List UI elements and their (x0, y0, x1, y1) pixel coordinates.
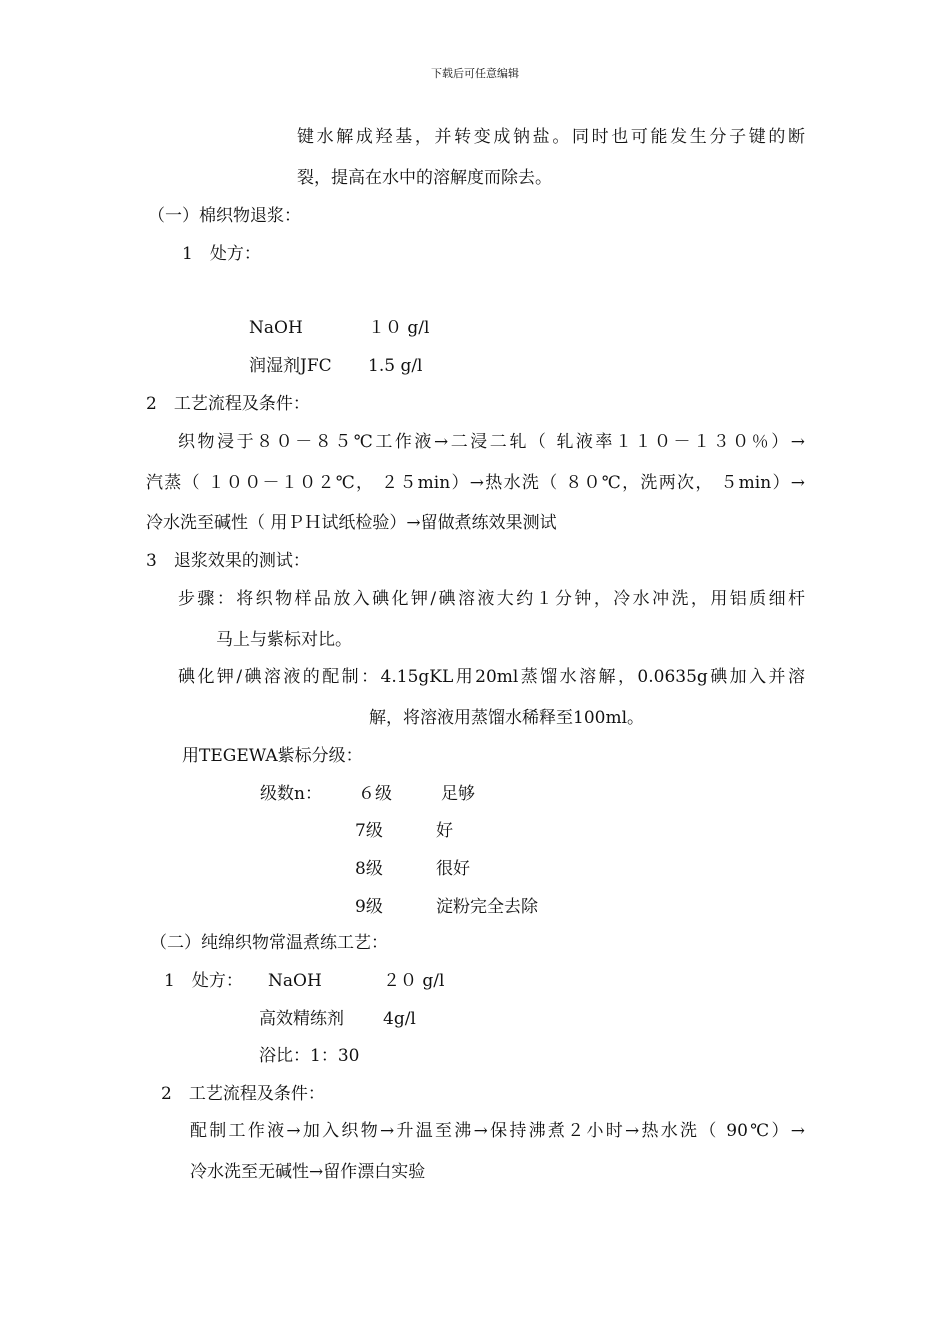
intro-line-1: 键水解成羟基，并转变成钠盐。同时也可能发生分子键的断 (297, 127, 805, 147)
test-prep-line-2: 解，将溶液用蒸馏水稀释至100ml。 (369, 708, 645, 728)
test-step-line-2: 马上与紫标对比。 (216, 630, 352, 650)
process-1-heading: 2 工艺流程及条件： (146, 394, 310, 414)
section-2-title: （二）纯绵织物常温煮练工艺： (150, 933, 388, 953)
grade-desc-2: 好 (436, 821, 453, 841)
grade-desc-4: 淀粉完全去除 (436, 897, 538, 917)
grade-level-4: 9级 (355, 897, 383, 917)
test-prep-line-1: 碘化钾/碘溶液的配制：4.15gKL用20ml蒸馏水溶解，0.0635g碘加入并溶 (178, 667, 805, 687)
process-2-line-1: 配制工作液→加入织物→升温至沸→保持沸煮２小时→热水洗（ 90℃）→ (190, 1121, 805, 1141)
formula-2-item-value-1: ２０ g/l (383, 971, 445, 991)
grade-desc-3: 很好 (436, 859, 470, 879)
process-1-line-2: 汽蒸（ １００－１０２℃， ２５min）→热水洗（ ８０℃，洗两次， ５min）→ (146, 473, 805, 493)
grade-level-1: ６级 (358, 784, 392, 804)
grade-label: 级数n： (260, 784, 322, 804)
process-1-line-1: 织物浸于８０－８５℃工作液→二浸二轧（ 轧液率１１０－１３０％）→ (178, 432, 805, 452)
grade-level-2: 7级 (355, 821, 383, 841)
formula-1-item-value-1: １０ g/l (368, 318, 430, 338)
grade-desc-1: 足够 (441, 784, 475, 804)
process-2-line-2: 冷水洗至无碱性→留作漂白实验 (190, 1162, 426, 1182)
bath-ratio: 浴比：1：30 (259, 1046, 360, 1066)
grade-level-3: 8级 (355, 859, 383, 879)
test-heading: 3 退浆效果的测试： (146, 551, 310, 571)
formula-2-item-name-1: NaOH (268, 971, 322, 991)
test-step-line-1: 步骤：将织物样品放入碘化钾/碘溶液大约１分钟，冷水冲洗，用铝质细杆 (178, 589, 805, 609)
formula-2-item-name-2: 高效精练剂 (259, 1009, 344, 1029)
process-1-line-3: 冷水洗至碱性（ 用ＰＨ试纸检验）→留做煮练效果测试 (146, 513, 557, 533)
process-2-heading: 2 工艺流程及条件： (161, 1084, 325, 1104)
formula-2-item-value-2: 4g/l (383, 1009, 416, 1029)
section-1-title: （一）棉织物退浆： (148, 206, 301, 226)
formula-1-item-name-1: NaOH (249, 318, 303, 338)
formula-2-heading: 1 处方： (164, 971, 243, 991)
grading-heading: 用TEGEWA紫标分级： (182, 746, 363, 766)
formula-1-item-name-2: 润湿剂JFC (249, 356, 332, 376)
formula-1-item-value-2: 1.5 g/l (368, 356, 423, 376)
intro-line-2: 裂，提高在水中的溶解度而除去。 (297, 168, 552, 188)
page-header: 下载后可任意编辑 (431, 67, 519, 80)
formula-1-heading: 1 处方： (182, 244, 261, 264)
